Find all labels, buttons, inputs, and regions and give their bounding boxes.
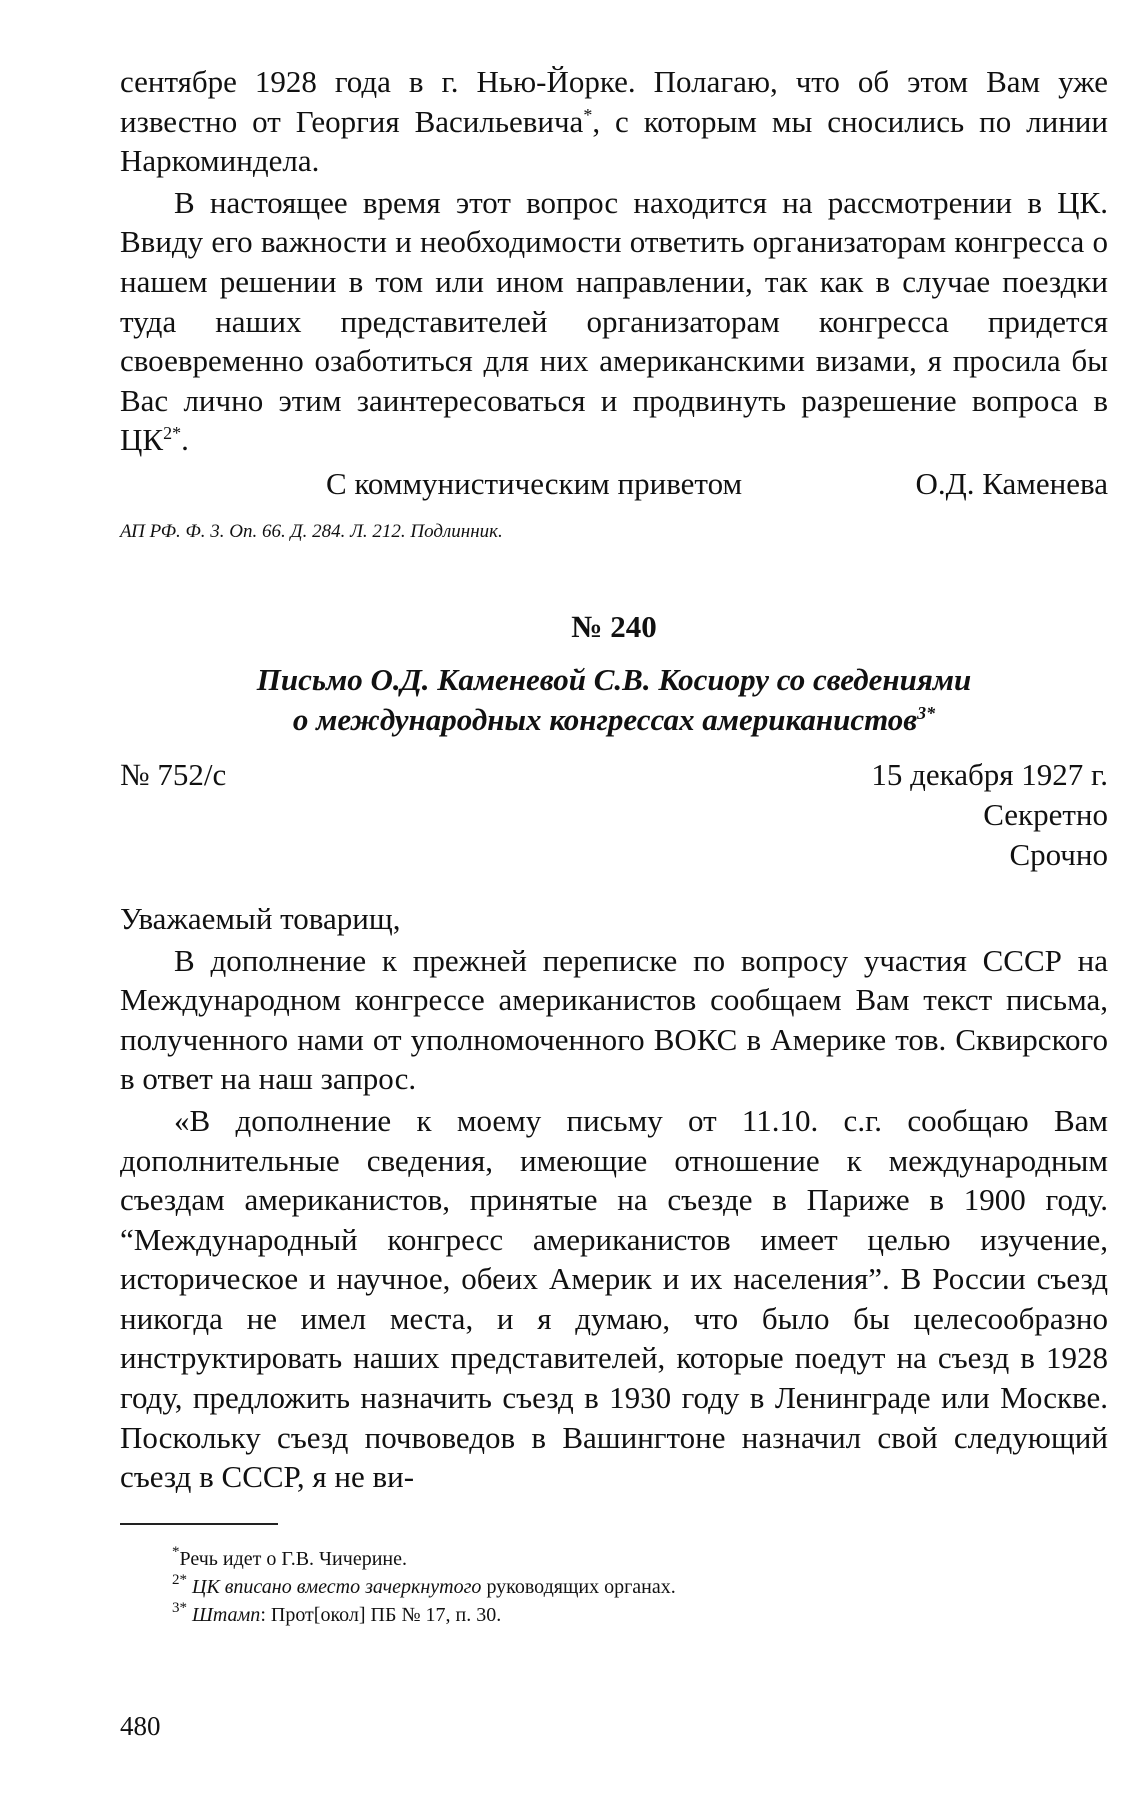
document-date: 15 декабря 1927 г. [871, 756, 1108, 792]
stamp-secret: Секретно [983, 796, 1108, 832]
footnote: $^{2*}$ ЦК вписано вместо зачеркнутого руководящих органах. [172, 1571, 676, 1598]
footnote: *Речь идет о Г.В. Чичерине. [172, 1543, 407, 1570]
footnote-ref: * [583, 104, 593, 125]
footnote-ref: 2* [163, 423, 182, 444]
archival-source: АП РФ. Ф. 3. Оп. 66. Д. 284. Л. 212. Подлинник. [120, 520, 503, 542]
closing-greeting: С коммунистическим приветом [326, 465, 743, 501]
footnote-ref: 3* [917, 702, 936, 723]
document-title: Письмо О.Д. Каменевой С.В. Косиору со сведениями о международных конгрессах американистов$^{3*}$ [256, 661, 972, 737]
paragraph: В дополнение к прежней переписке по вопросу участия СССР на Международном конгрессе американистов сообщаем Вам текст письма, полученного нами от уполномоченного ВОКС в Америке тов. Сквирского в ответ на наш запрос. [120, 942, 1108, 1097]
footnote: $^{3*}$ Штамп: Прот[окол] ПБ № 17, п. 30. [172, 1599, 502, 1626]
paragraph: В настоящее время этот вопрос находится на рассмотрении в ЦК. Ввиду его важности и необходимости ответить организаторам конгресса о нашем решении в том или ином направлении, так как в случае поездки туда наших представителей организаторам конгресса придется своевременно озаботиться для них американскими визами, я просила бы Вас лично этим заинтересоваться и продвинуть разрешение вопроса в $ЦК^{2*}$. [120, 184, 1108, 458]
document-meta [120, 755, 1108, 875]
footnote-divider [120, 1523, 278, 1525]
document-number: № 240 [571, 608, 657, 644]
registration-number: № 752/с [120, 756, 227, 792]
salutation: Уважаемый товарищ, [120, 900, 401, 936]
stamp-urgent: Срочно [1009, 836, 1108, 872]
page-content [120, 62, 1108, 1629]
paragraph: сентябре 1928 года в г. Нью-Йорке. Полагаю, что об этом Вам уже известно от Георгия Васильевича*, с которым мы сносились по линии Наркоминдела. [120, 64, 1108, 179]
signature: О.Д. Каменева [915, 465, 1108, 501]
page-number: 480 [120, 1711, 161, 1741]
paragraph: «В дополнение к моему письму от 11.10. с.г. сообщаю Вам дополнительные сведения, имеющие отношение к международным съездам американистов, принятые на съезде в Париже в 1900 году. “Международный конгресс американистов имеет целью изучение, историческое и научное, обеих Америк и их населения”. В России съезд никогда не имел места, и я думаю, что было бы целесообразно инструктировать наших представителей, которые поедут на съезд в 1928 году, предложить назначить съезд в 1930 году в Ленинграде или Москве. Поскольку съезд почвоведов в Вашингтоне назначил свой следующий съезд в СССР, я не ви- [120, 1102, 1108, 1495]
closing-line [120, 464, 1108, 504]
footnotes [120, 1545, 1108, 1629]
